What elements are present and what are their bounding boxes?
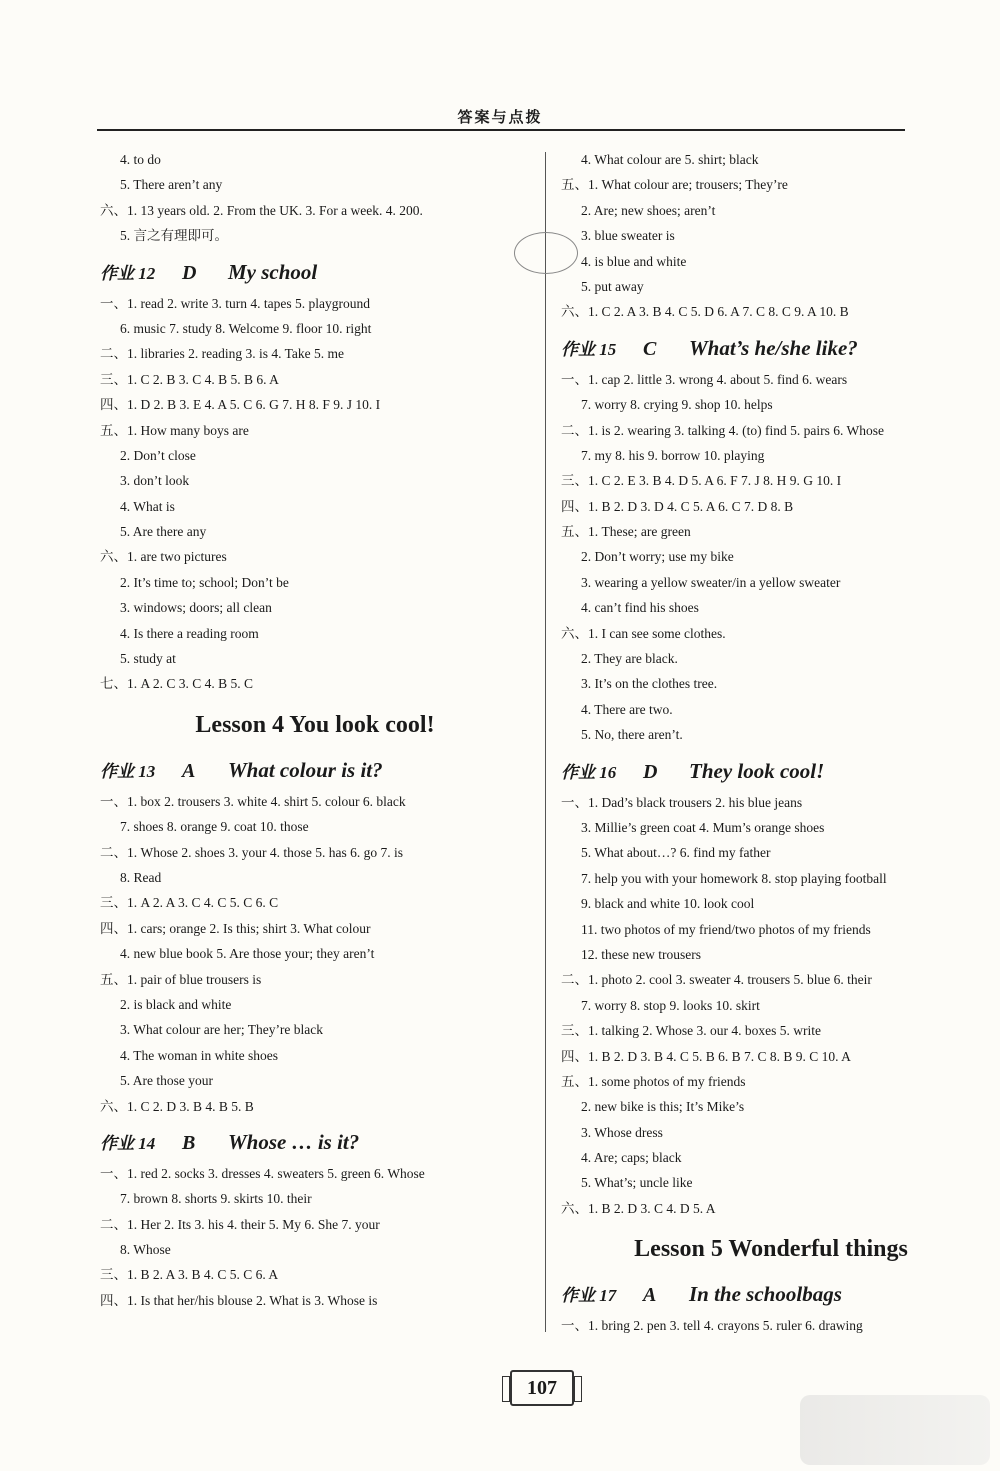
answer-line: 3. blue sweater is <box>581 228 675 244</box>
answer-line: 7. my 8. his 9. borrow 10. playing <box>581 447 765 463</box>
answer-line: 五、1. some photos of my friends <box>561 1073 746 1089</box>
answer-line: 7. shoes 8. orange 9. coat 10. those <box>120 819 309 835</box>
lesson-heading-5: Lesson 5 Wonderful things <box>634 1236 908 1263</box>
left-column <box>100 147 530 1313</box>
answer-line: 五、1. How many boys are <box>100 422 249 438</box>
answer-line: 5. What’s; uncle like <box>581 1175 693 1191</box>
answer-line: 12. these new trousers <box>581 946 701 962</box>
answer-line: 4. to do <box>120 152 161 167</box>
page-header-title: 答案与点拨 <box>457 110 543 126</box>
homework-letter: D <box>643 760 658 783</box>
answer-line: 四、1. Is that her/his blouse 2. What is 3. Whose is <box>100 1292 378 1308</box>
answer-line: 3. Whose dress <box>581 1124 663 1140</box>
answer-line: 五、1. What colour are; trousers; They’re <box>561 177 788 193</box>
homework-tag: 作业 13 <box>100 761 156 781</box>
answer-line: 2. Don’t worry; use my bike <box>581 549 734 565</box>
answer-line: 2. is black and white <box>120 996 232 1012</box>
answer-line: 5. No, there aren’t. <box>581 727 683 743</box>
homework-title: What’s he/she like? <box>689 335 858 360</box>
answer-line: 2. Are; new shoes; aren’t <box>581 202 716 218</box>
answer-line: 6. music 7. study 8. Welcome 9. floor 10. right <box>120 320 372 336</box>
homework-tag: 作业 17 <box>561 1286 617 1306</box>
answer-line: 5. put away <box>581 278 644 294</box>
answer-line: 4. is blue and white <box>581 253 687 269</box>
answer-line: 8. Whose <box>120 1242 171 1258</box>
watermark-logo <box>800 1395 990 1465</box>
answer-line: 7. worry 8. stop 9. looks 10. skirt <box>581 997 760 1013</box>
answer-line: 5. What about…? 6. find my father <box>581 845 771 861</box>
answer-line: 二、1. Her 2. Its 3. his 4. their 5. My 6. She 7. your <box>100 1216 380 1232</box>
homework-heading-15 <box>561 329 981 367</box>
homework-title: My school <box>228 259 318 284</box>
answer-line: 一、1. box 2. trousers 3. white 4. shirt 5. colour 6. black <box>100 793 406 809</box>
homework-heading-16 <box>561 752 981 790</box>
homework-heading-14 <box>100 1123 530 1161</box>
homework-heading-13 <box>100 751 530 789</box>
answer-line: 二、1. is 2. wearing 3. talking 4. (to) find 5. pairs 6. Whose <box>561 422 884 438</box>
answer-line: 11. two photos of my friend/two photos of my friends <box>581 921 871 937</box>
homework-title: They look cool! <box>689 758 825 783</box>
homework-heading-12 <box>100 253 530 291</box>
answer-line: 4. new blue book 5. Are those your; they aren’t <box>120 946 375 962</box>
answer-line: 5. Are there any <box>120 524 207 540</box>
homework-letter: D <box>182 261 197 284</box>
answer-line: 六、1. B 2. D 3. C 4. D 5. A <box>561 1200 716 1216</box>
answer-line: 六、1. I can see some clothes. <box>561 625 726 641</box>
homework-letter: C <box>643 337 657 360</box>
answer-line: 三、1. talking 2. Whose 3. our 4. boxes 5. write <box>561 1023 821 1039</box>
answer-line: 5. 言之有理即可。 <box>120 228 228 244</box>
homework-letter: B <box>182 1131 196 1154</box>
answer-line: 七、1. A 2. C 3. C 4. B 5. C <box>100 676 254 692</box>
right-column <box>561 147 981 1339</box>
answer-line: 一、1. bring 2. pen 3. tell 4. crayons 5. ruler 6. drawing <box>561 1318 863 1334</box>
homework-tag: 作业 16 <box>561 762 617 782</box>
answer-line: 2. It’s time to; school; Don’t be <box>120 574 289 590</box>
homework-tag: 作业 14 <box>100 1133 156 1153</box>
answer-line: 二、1. libraries 2. reading 3. is 4. Take 5. me <box>100 346 345 362</box>
answer-line: 7. brown 8. shorts 9. skirts 10. their <box>120 1191 312 1207</box>
header-rule <box>97 129 905 131</box>
answer-line: 2. Don’t close <box>120 447 196 463</box>
answer-line: 4. can’t find his shoes <box>581 600 699 616</box>
homework-heading-17 <box>561 1275 981 1313</box>
lesson-heading-4: Lesson 4 You look cool! <box>195 711 435 738</box>
answer-line: 9. black and white 10. look cool <box>581 896 755 912</box>
answer-line: 3. windows; doors; all clean <box>120 600 272 616</box>
answer-line: 六、1. are two pictures <box>100 549 227 565</box>
homework-tag: 作业 12 <box>100 263 156 283</box>
answer-line: 7. worry 8. crying 9. shop 10. helps <box>581 397 773 413</box>
homework-title: What colour is it? <box>228 757 383 782</box>
answer-line: 3. It’s on the clothes tree. <box>581 676 718 692</box>
answer-line: 4. There are two. <box>581 701 673 717</box>
answer-line: 5. Are those your <box>120 1073 213 1089</box>
answer-line: 4. What is <box>120 498 175 514</box>
answer-line: 2. They are black. <box>581 651 678 667</box>
answer-line: 五、1. These; are green <box>561 524 691 540</box>
answer-line: 三、1. A 2. A 3. C 4. C 5. C 6. C <box>100 895 279 911</box>
page-number: 107 <box>510 1370 574 1406</box>
answer-line: 3. don’t look <box>120 473 190 489</box>
answer-line: 五、1. pair of blue trousers is <box>100 971 262 987</box>
homework-letter: A <box>182 759 196 782</box>
homework-letter: A <box>643 1284 657 1307</box>
answer-line: 3. What colour are her; They’re black <box>120 1022 324 1038</box>
answer-line: 六、1. 13 years old. 2. From the UK. 3. For a week. 4. 200. <box>100 202 423 218</box>
answer-line: 二、1. photo 2. cool 3. sweater 4. trousers 5. blue 6. their <box>561 972 872 988</box>
answer-line: 四、1. D 2. B 3. E 4. A 5. C 6. G 7. H 8. F 9. J 10. I <box>100 397 381 413</box>
answer-line: 5. study at <box>120 651 176 667</box>
answer-line: 7. help you with your homework 8. stop playing football <box>581 870 887 886</box>
answer-line: 三、1. C 2. B 3. C 4. B 5. B 6. A <box>100 371 279 387</box>
answer-line: 六、1. C 2. D 3. B 4. B 5. B <box>100 1098 254 1114</box>
homework-title: Whose … is it? <box>228 1129 360 1154</box>
answer-line: 四、1. B 2. D 3. B 4. C 5. B 6. B 7. C 8. B 9. C 10. A <box>561 1048 851 1064</box>
answer-line: 四、1. cars; orange 2. Is this; shirt 3. What colour <box>100 920 371 936</box>
answer-line: 4. Are; caps; black <box>581 1150 682 1166</box>
answer-line: 一、1. cap 2. little 3. wrong 4. about 5. find 6. wears <box>561 371 848 387</box>
answer-line: 4. Is there a reading room <box>120 625 259 641</box>
answer-line: 5. There aren’t any <box>120 177 223 193</box>
answer-line: 4. What colour are 5. shirt; black <box>581 152 759 167</box>
answer-line: 8. Read <box>120 869 162 885</box>
column-divider <box>545 152 546 1332</box>
homework-tag: 作业 15 <box>561 339 617 359</box>
answer-line: 4. The woman in white shoes <box>120 1047 278 1063</box>
answer-line: 一、1. read 2. write 3. turn 4. tapes 5. playground <box>100 295 370 311</box>
answer-line: 一、1. Dad’s black trousers 2. his blue jeans <box>561 794 803 810</box>
answer-line: 一、1. red 2. socks 3. dresses 4. sweaters 5. green 6. Whose <box>100 1165 425 1181</box>
answer-line: 四、1. B 2. D 3. D 4. C 5. A 6. C 7. D 8. B <box>561 498 794 514</box>
answer-line: 三、1. B 2. A 3. B 4. C 5. C 6. A <box>100 1267 279 1283</box>
answer-line: 3. wearing a yellow sweater/in a yellow sweater <box>581 574 841 590</box>
answer-line: 三、1. C 2. E 3. B 4. D 5. A 6. F 7. J 8. H 9. G 10. I <box>561 473 842 489</box>
answer-line: 2. new bike is this; It’s Mike’s <box>581 1099 745 1115</box>
answer-line: 二、1. Whose 2. shoes 3. your 4. those 5. has 6. go 7. is <box>100 844 403 860</box>
answer-line: 3. Millie’s green coat 4. Mum’s orange shoes <box>581 819 825 835</box>
homework-title: In the schoolbags <box>689 1282 842 1307</box>
answer-line: 六、1. C 2. A 3. B 4. C 5. D 6. A 7. C 8. C 9. A 10. B <box>561 304 849 320</box>
